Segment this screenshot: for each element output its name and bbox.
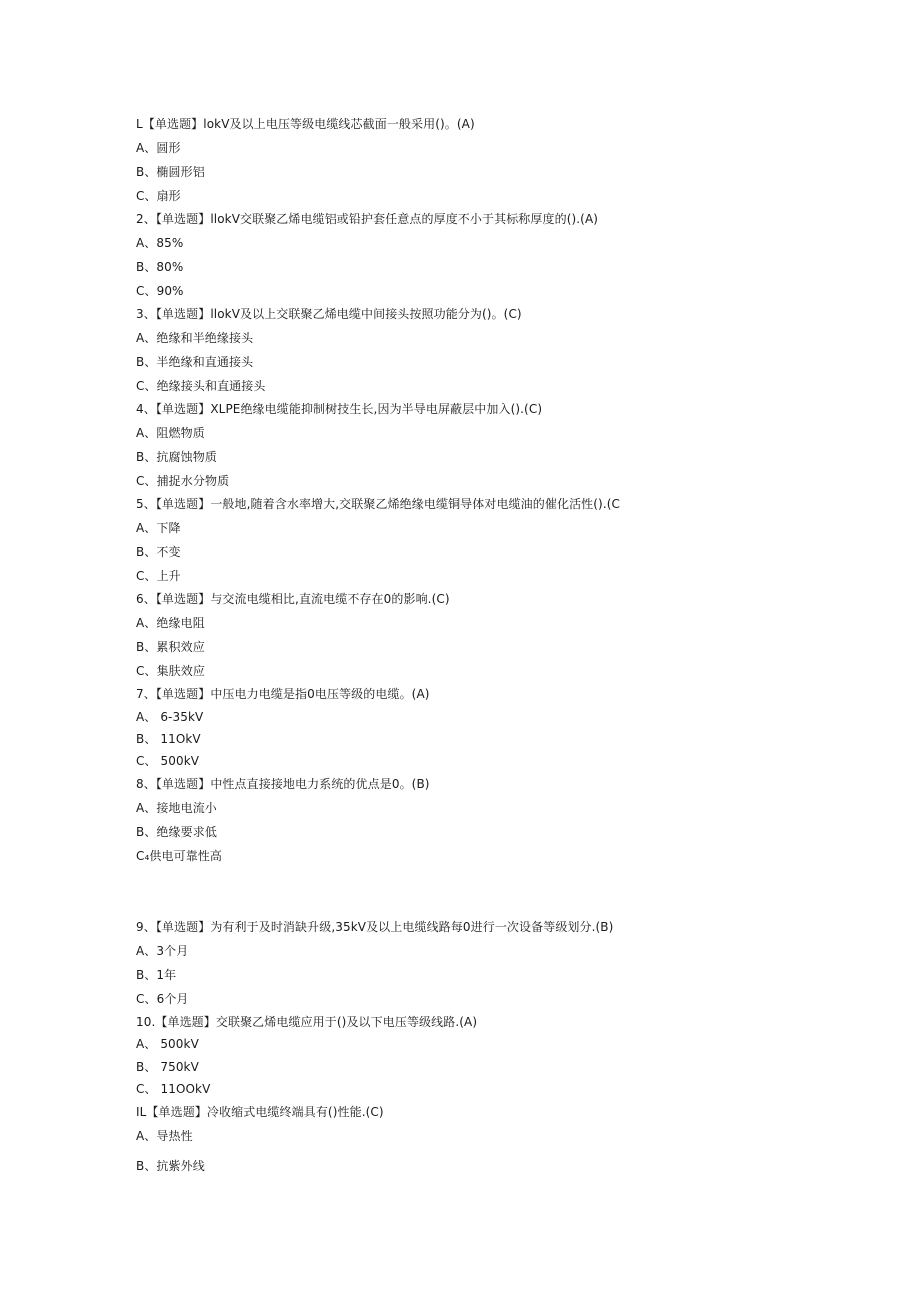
question-9: 9、【单选题】为有利于及时消缺升级,35kV及以上电缆线路每0进行一次设备等级划分.(B)	[136, 920, 614, 934]
option-11b: B、抗紫外线	[136, 1159, 205, 1173]
option-4a: A、阻燃物质	[136, 426, 205, 440]
option-6b: B、累积效应	[136, 640, 205, 654]
option-7a: A、 6-35kV	[136, 710, 204, 724]
question-3: 3、【单选题】llokV及以上交联聚乙烯电缆中间接头按照功能分为()。(C)	[136, 307, 522, 321]
option-9a: A、3个月	[136, 944, 189, 958]
question-11: IL【单选题】冷收缩式电缆终端具有()性能.(C)	[136, 1105, 384, 1119]
question-1: L【单选题】lokV及以上电压等级电缆线芯截面一般采用()。(A)	[136, 117, 475, 131]
option-6a: A、绝缘电阻	[136, 616, 205, 630]
option-6c: C、集肤效应	[136, 664, 205, 678]
option-2b: B、80%	[136, 260, 184, 274]
option-3c: C、绝缘接头和直通接头	[136, 379, 266, 393]
option-8a: A、接地电流小	[136, 801, 217, 815]
option-10a: A、 500kV	[136, 1037, 199, 1051]
option-7b: B、 11OkV	[136, 732, 201, 746]
question-8: 8、【单选题】中性点直接接地电力系统的优点是0。(B)	[136, 777, 430, 791]
option-5c: C、上升	[136, 569, 181, 583]
option-10c: C、 11OOkV	[136, 1082, 211, 1096]
question-4: 4、【单选题】XLPE绝缘电缆能抑制树技生长,因为半导电屏蔽层中加入().(C)	[136, 402, 543, 416]
option-5a: A、下降	[136, 521, 181, 535]
question-10: 10.【单选题】交联聚乙烯电缆应用于()及以下电压等级线路.(A)	[136, 1015, 478, 1029]
question-6: 6、【单选题】与交流电缆相比,直流电缆不存在0的影响.(C)	[136, 592, 450, 606]
option-9c: C、6个月	[136, 992, 189, 1006]
option-2c: C、90%	[136, 284, 184, 298]
option-5b: B、不变	[136, 545, 181, 559]
option-8c: C₄供电可靠性高	[136, 849, 222, 863]
question-2: 2、【单选题】llokV交联聚乙烯电缆铝或铅护套任意点的厚度不小于其标称厚度的().(A)	[136, 212, 599, 226]
option-1b: B、椭圆形铝	[136, 165, 205, 179]
option-4c: C、捕捉水分物质	[136, 474, 230, 488]
question-5: 5、【单选题】一般地,随着含水率增大,交联聚乙烯绝缘电缆铜导体对电缆油的催化活性().(C	[136, 497, 621, 511]
option-4b: B、抗腐蚀物质	[136, 450, 217, 464]
option-8b: B、绝缘要求低	[136, 825, 217, 839]
option-10b: B、 750kV	[136, 1060, 199, 1074]
option-1a: A、圆形	[136, 141, 181, 155]
option-9b: B、1年	[136, 968, 177, 982]
option-1c: C、扇形	[136, 189, 181, 203]
option-3a: A、绝缘和半绝缘接头	[136, 331, 254, 345]
option-11a: A、导热性	[136, 1129, 193, 1143]
option-7c: C、 500kV	[136, 754, 200, 768]
option-2a: A、85%	[136, 236, 184, 250]
option-3b: B、半绝缘和直通接头	[136, 355, 254, 369]
question-7: 7、【单选题】中压电力电缆是指0电压等级的电缆。(A)	[136, 687, 430, 701]
